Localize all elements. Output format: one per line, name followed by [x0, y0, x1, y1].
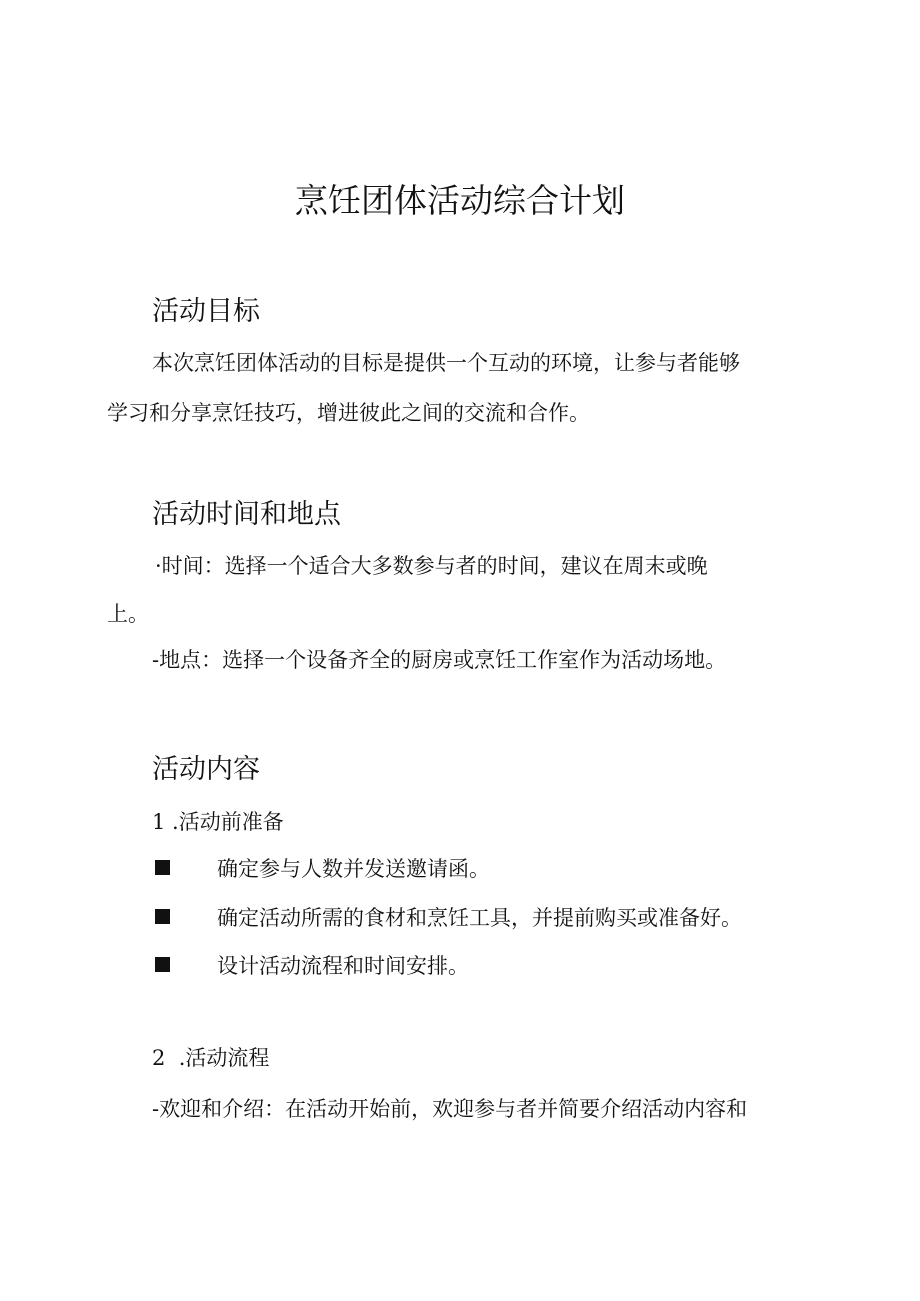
square-bullet-icon — [155, 957, 170, 972]
list-item — [152, 902, 852, 934]
section-heading-content: 活动内容 — [152, 754, 260, 785]
paragraph-line: 学习和分享烹饪技巧，增进彼此之间的交流和合作。 — [107, 401, 590, 425]
section-heading-time-place: 活动时间和地点 — [152, 499, 341, 530]
section-heading-goals: 活动目标 — [152, 296, 260, 327]
list-item — [152, 853, 852, 885]
square-bullet-icon — [155, 909, 170, 924]
list-item-text: 确定参与人数并发送邀请函。 — [217, 857, 490, 881]
paragraph-line-welcome: -欢迎和介绍：在活动开始前，欢迎参与者并简要介绍活动内容和 — [152, 1097, 748, 1121]
list-item-text: 设计活动流程和时间安排。 — [217, 954, 469, 978]
document-title: 烹饪团体活动综合计划 — [295, 181, 625, 220]
subsection-label-preparation: 1 .活动前准备 — [152, 810, 284, 834]
list-item-text: 确定活动所需的食材和烹饪工具，并提前购买或准备好。 — [217, 906, 742, 930]
subsection-label-process: 2 .活动流程 — [152, 1046, 270, 1070]
list-item — [152, 950, 852, 982]
paragraph-line: 本次烹饪团体活动的目标是提供一个互动的环境，让参与者能够 — [152, 351, 740, 375]
paragraph-line: 上。 — [107, 602, 149, 626]
square-bullet-icon — [155, 860, 170, 875]
paragraph-line-time: ·时间：选择一个适合大多数参与者的时间，建议在周末或晚 — [155, 554, 708, 578]
paragraph-line-place: -地点：选择一个设备齐全的厨房或烹饪工作室作为活动场地。 — [152, 648, 727, 672]
